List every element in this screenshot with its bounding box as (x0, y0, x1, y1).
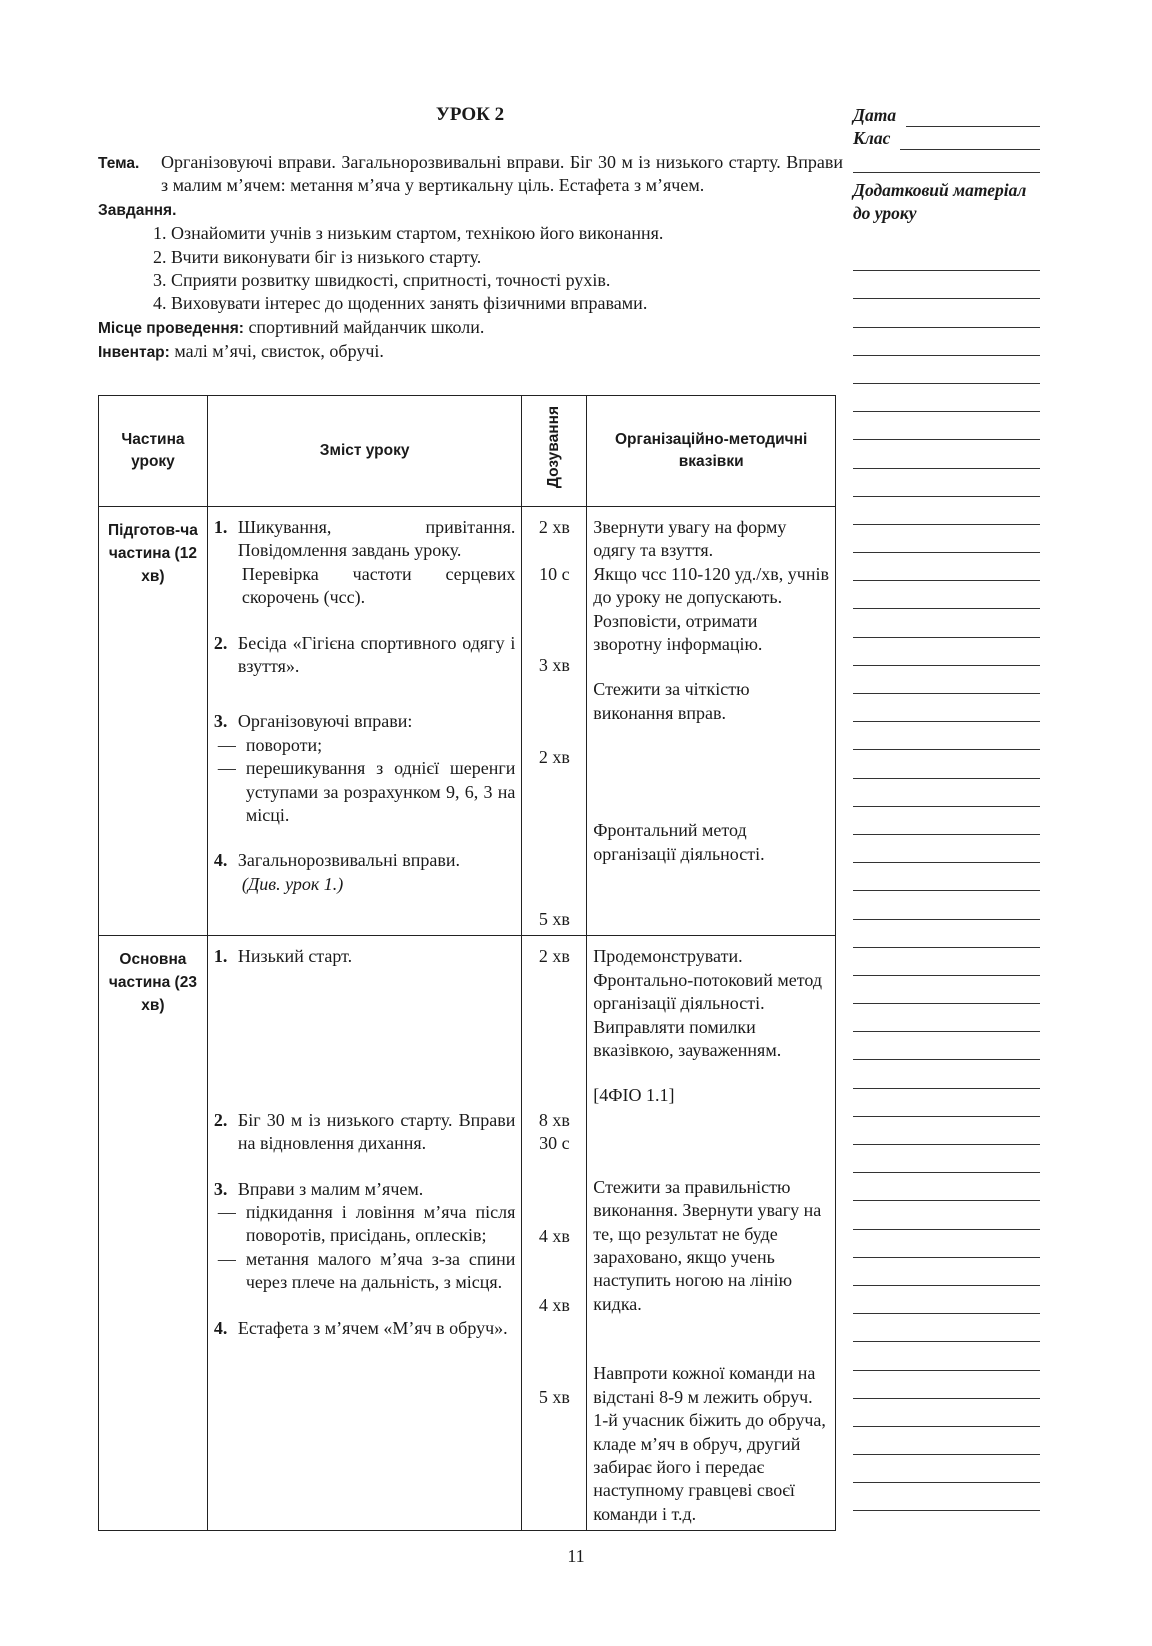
item-number: 4. (213, 1317, 228, 1338)
blank-line[interactable] (853, 976, 1040, 1004)
blank-line[interactable] (853, 1145, 1040, 1173)
spacer (214, 678, 516, 700)
dash-text: повороти; (245, 734, 323, 755)
dash-mark: — (217, 734, 236, 755)
blank-line[interactable] (853, 384, 1040, 412)
blank-line[interactable] (853, 779, 1040, 807)
dash-text: метання малого м’яча з-за спини через плече на дальність, з місця. (245, 1248, 516, 1293)
class-blank[interactable] (900, 132, 1040, 150)
item-text: Загальнорозвивальні вправи. (237, 850, 460, 871)
blank-line[interactable] (853, 497, 1040, 525)
section-dosage (522, 936, 587, 1531)
note-text: Продемонструвати. Фронтально-потоковий метод організації діяльності. Виправляти помилки вказівкою, зауваженням. (593, 946, 822, 1061)
blank-line[interactable] (853, 1004, 1040, 1032)
dose-value: 2 хв (538, 946, 570, 967)
note-text: Фронтальний метод організації діяльності. (593, 820, 765, 864)
dash-text: підкидання і ловіння м’яча після поворотів, присідань, оплесків; (245, 1202, 516, 1246)
note-text: Стежити за чіткістю виконання вправ. (593, 679, 750, 723)
content-item (214, 1109, 516, 1156)
equipment-text: малі м’ячі, свисток, обручі. (169, 341, 384, 362)
item-number: 2. (213, 632, 228, 653)
blank-line[interactable] (853, 525, 1040, 553)
spacer (593, 1108, 829, 1176)
content-item (214, 945, 516, 968)
blank-line[interactable] (853, 1201, 1040, 1229)
dose-value: 4 хв (538, 1295, 570, 1316)
blank-line[interactable] (853, 1399, 1040, 1427)
topic-text: Організовуючі вправи. Загальнорозвивальні вправи. Біг 30 м із низького старту. Вправи з малим м’ячем: метання м’яча у вертикальну ціль. Естафета з м’ячем. (161, 152, 843, 196)
spacer (593, 656, 829, 678)
spacer (528, 969, 580, 1109)
note-text: [4ФІО 1.1] (593, 1085, 675, 1106)
spacer (593, 1316, 829, 1362)
item-text: Перевірка частоти серцевих скорочень (чсс). (241, 563, 516, 608)
item-text: Естафета з м’ячем «М’яч в обруч». (237, 1317, 508, 1338)
note-text: Навпроти кожної команди на відстані 8-9 м лежить обруч. 1-й учасник біжить до обруча, кладе м’яч в обруч, другий забирає його і передає наступному гравцеві своєї команди і т.д. (593, 1363, 826, 1524)
spacer (528, 1156, 580, 1225)
blank-line[interactable] (853, 1258, 1040, 1286)
item-number: 4. (213, 850, 228, 871)
content-item (214, 1317, 516, 1340)
extra-material-title: Додатковий матеріал до уроку (853, 180, 1027, 223)
place-text: спортивний майданчик школи. (243, 316, 485, 337)
blank-line[interactable] (853, 469, 1040, 497)
blank-line[interactable] (853, 750, 1040, 778)
content-item (214, 1178, 516, 1201)
blank-line[interactable] (853, 638, 1040, 666)
spacer (593, 1062, 829, 1084)
spacer (528, 586, 580, 654)
blank-line[interactable] (853, 1032, 1040, 1060)
topic-label: Тема. (98, 155, 140, 172)
dose-value: 2 хв (538, 746, 570, 767)
spacer (214, 700, 516, 710)
dose-value: 30 с (539, 1133, 570, 1154)
note-text: Якщо чсс 110-120 уд./хв, учнів до уроку не допускають. (593, 563, 829, 608)
dose-value: 8 хв (538, 1109, 570, 1130)
dose-value: 3 хв (538, 655, 570, 676)
place-label: Місце проведення: (98, 319, 244, 337)
section-notes (587, 507, 836, 936)
header-content: Зміст уроку (207, 396, 522, 507)
section-content (207, 936, 522, 1531)
section-part-label: Основна частина (23 хв) (99, 936, 208, 1531)
task-item: 4. Виховувати інтерес до щоденних занять фізичними вправами. (153, 293, 648, 314)
table-row (99, 936, 836, 1531)
class-label: Клас (853, 128, 891, 148)
blank-line[interactable] (853, 666, 1040, 694)
blank-line[interactable] (853, 150, 1040, 173)
blank-line[interactable] (853, 412, 1040, 440)
tasks-list (98, 222, 843, 316)
item-text: Бесіда «Гігієна спортивного одягу і взуття». (237, 632, 516, 677)
task-item: 2. Вчити виконувати біг із низького старту. (153, 246, 482, 267)
blank-line[interactable] (853, 948, 1040, 976)
notes-sidebar (853, 104, 1040, 225)
dash-item (214, 1201, 516, 1248)
spacer (528, 1248, 580, 1294)
item-text: Вправи з малим м’ячем. (237, 1178, 424, 1199)
tasks-label-row (98, 198, 843, 222)
class-field (853, 127, 1040, 150)
blank-line[interactable] (853, 1342, 1040, 1370)
section-part-label: Підготов-ча частина (12 хв) (99, 507, 208, 936)
dose-value: 5 хв (538, 909, 570, 930)
blank-line[interactable] (853, 920, 1040, 948)
blank-line[interactable] (853, 835, 1040, 863)
dose-value: 5 хв (538, 1387, 570, 1408)
spacer (214, 1295, 516, 1317)
note-text: Стежити за правильністю виконання. Звернути увагу на те, що результат не буде зараховано, якщо учень наступить ногою на лінію кидка. (593, 1176, 822, 1314)
note-text: Розповісти, отримати зворотну інформацію. (593, 610, 763, 655)
table-row (99, 507, 836, 936)
equipment-row (98, 340, 843, 364)
blank-line[interactable] (853, 891, 1040, 919)
item-number: 1. (213, 946, 228, 967)
header-notes: Організаційно-методичні вказівки (587, 396, 836, 507)
blank-line[interactable] (853, 356, 1040, 384)
blank-line[interactable] (853, 1483, 1040, 1511)
spacer (528, 678, 580, 746)
blank-line[interactable] (853, 243, 1040, 271)
topic-row (98, 151, 843, 198)
section-dosage (522, 507, 587, 936)
blank-line[interactable] (853, 694, 1040, 722)
item-reference: (Див. урок 1.) (241, 873, 344, 894)
spacer (528, 539, 580, 562)
tasks-label: Завдання. (98, 201, 177, 219)
task-item: 1. Ознайомити учнів з низьким стартом, технікою його виконання. (153, 223, 664, 244)
item-number: 1. (213, 517, 228, 537)
blank-line[interactable] (853, 609, 1040, 637)
item-text: Організовуючі вправи: (237, 711, 413, 732)
header-dosage-label: Дозування (545, 406, 563, 489)
spacer (214, 610, 516, 632)
table-header-row (99, 396, 836, 507)
blank-line[interactable] (853, 1117, 1040, 1145)
blank-line[interactable] (853, 1286, 1040, 1314)
spacer (593, 725, 829, 819)
spacer (214, 1156, 516, 1178)
dose-value: 2 хв (538, 517, 570, 537)
spacer (528, 1317, 580, 1386)
blank-line[interactable] (853, 1060, 1040, 1088)
task-item: 3. Сприяти розвитку швидкості, спритності, точності рухів. (153, 270, 611, 291)
blank-line[interactable] (853, 1455, 1040, 1483)
blank-line[interactable] (853, 271, 1040, 299)
dash-mark: — (217, 758, 236, 779)
blank-line[interactable] (853, 299, 1040, 327)
date-field (853, 104, 1040, 127)
item-text: Низький старт. (237, 946, 353, 967)
item-number: 2. (213, 1109, 228, 1130)
equipment-label: Інвентар: (98, 344, 170, 362)
spacer (214, 969, 516, 1109)
blank-line[interactable] (853, 328, 1040, 356)
dash-mark: — (217, 1202, 236, 1223)
page-number: 11 (567, 1546, 585, 1566)
lesson-plan-table (98, 395, 836, 1531)
date-blank[interactable] (906, 109, 1040, 127)
dash-item (214, 1248, 516, 1295)
blank-line[interactable] (853, 722, 1040, 750)
date-label: Дата (853, 105, 897, 125)
blank-line[interactable] (853, 1314, 1040, 1342)
blank-line[interactable] (853, 1427, 1040, 1455)
blank-line[interactable] (853, 581, 1040, 609)
place-row (98, 316, 843, 340)
blank-line[interactable] (853, 1371, 1040, 1399)
item-text: Біг 30 м із низького старту. Вправи на відновлення дихання. (237, 1109, 516, 1154)
blank-line[interactable] (853, 1230, 1040, 1258)
lesson-title: УРОК 2 (435, 104, 505, 125)
item-number: 3. (213, 711, 228, 732)
dash-item (214, 734, 516, 757)
blank-line[interactable] (853, 1173, 1040, 1201)
dash-text: перешикування з однієї шеренги уступами за розрахунком 9, 6, 3 на місці. (245, 758, 516, 826)
dose-value: 4 хв (538, 1225, 570, 1246)
lesson-meta (98, 151, 843, 365)
note-lines (853, 243, 1040, 1511)
blank-line[interactable] (853, 440, 1040, 468)
section-content (207, 507, 522, 936)
section-notes (587, 936, 836, 1531)
dash-mark: — (217, 1248, 236, 1269)
content-item (214, 516, 516, 563)
content-item (214, 632, 516, 679)
blank-line[interactable] (853, 553, 1040, 581)
spacer (214, 827, 516, 849)
spacer (528, 769, 580, 908)
content-item (214, 710, 516, 733)
content-item (214, 849, 516, 872)
item-number: 3. (213, 1178, 228, 1199)
item-text: Шикування, привітання. Повідомлення завдань уроку. (237, 517, 516, 561)
header-dosage (522, 396, 587, 507)
note-text: Звернути увагу на форму одягу та взуття. (593, 517, 787, 561)
header-part: Частина уроку (99, 396, 208, 507)
blank-line[interactable] (853, 1089, 1040, 1117)
dose-value: 10 с (539, 563, 570, 584)
blank-line[interactable] (853, 807, 1040, 835)
dash-item (214, 757, 516, 827)
blank-line[interactable] (853, 863, 1040, 891)
